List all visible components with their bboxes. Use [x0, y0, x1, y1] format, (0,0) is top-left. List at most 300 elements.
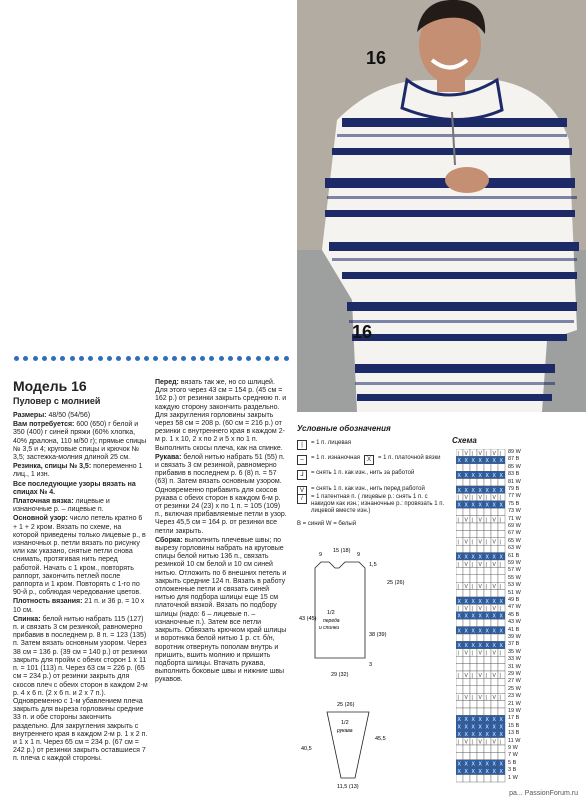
chart-symbol: X [471, 628, 475, 635]
instructions-column-2 [155, 379, 288, 686]
row-number: 81 [508, 478, 515, 485]
row-color: W [515, 708, 521, 714]
chart-cell [463, 464, 470, 471]
chart-symbol: X [499, 473, 503, 479]
chart-row-label [508, 760, 516, 766]
chart-symbol: X [492, 473, 496, 479]
legend-symbol-icon: / [297, 494, 307, 504]
chart-cell [477, 745, 484, 752]
chart-cell [477, 701, 484, 708]
legend-title: Условные обозначения [297, 424, 391, 433]
chart-cell [484, 479, 491, 486]
row-number: 9 [508, 745, 512, 751]
chart-cell [491, 464, 498, 471]
dot [144, 356, 149, 361]
chart-row-label [508, 775, 518, 781]
chart-symbol: X [457, 598, 461, 605]
chart-row-label [508, 582, 521, 588]
dot [209, 356, 214, 361]
row-number: 75 [508, 500, 515, 507]
chart-cell [484, 619, 491, 626]
chart-symbol: X [471, 761, 475, 768]
chart-row-label [508, 479, 521, 485]
chart-symbol: X [478, 732, 482, 738]
chart-cell [498, 745, 505, 752]
chart-symbol: X [478, 598, 482, 605]
model-number-mid: 16 [352, 322, 373, 342]
row-number: 41 [508, 626, 515, 633]
chart-symbol: | [471, 495, 473, 502]
decorative-dots [14, 356, 289, 361]
chart-cell [498, 545, 505, 552]
front-back-label-2: переда [323, 618, 340, 624]
chart-symbol: X [471, 502, 475, 509]
row-number: 11 [508, 737, 514, 744]
legend-text: = снять 1 п. как изн., нить перед работой [311, 486, 425, 492]
chart-row [456, 715, 505, 723]
dot [181, 356, 186, 361]
chart-row [456, 553, 505, 561]
chart-cell [470, 701, 477, 708]
row-number: 79 [508, 486, 515, 492]
chart-row-label [508, 501, 519, 507]
chart-row-label [508, 738, 520, 744]
chart-cell [463, 745, 470, 752]
chart-symbol: X [478, 458, 482, 465]
chart-symbol: | [471, 517, 473, 524]
chart-row-label [508, 590, 521, 596]
dim-top-a: 9 [319, 552, 323, 558]
chart-cell [491, 686, 498, 693]
sweater-photo [297, 0, 586, 412]
chart-symbol: X [478, 473, 482, 479]
chart-symbol: X [492, 554, 496, 561]
row-number: 69 [508, 523, 515, 529]
instruction-paragraph [13, 463, 148, 479]
chart-cell [463, 530, 470, 537]
chart-symbol: X [492, 458, 496, 465]
chart-symbol: V [478, 539, 482, 546]
chart-row-label [508, 745, 518, 751]
chart-symbol: X [471, 554, 475, 561]
chart-cell [470, 464, 477, 471]
chart-symbol: X [492, 502, 496, 509]
chart-row [456, 449, 505, 457]
row-color: W [512, 745, 518, 751]
row-number: 29 [508, 671, 515, 677]
chart-row [456, 590, 505, 597]
chart-cell [491, 567, 498, 574]
instruction-paragraph [155, 454, 288, 536]
dot [153, 356, 158, 361]
row-number: 31 [508, 663, 515, 670]
chart-symbol: X [485, 628, 489, 635]
chart-cell [491, 479, 498, 486]
chart-cell [477, 590, 484, 597]
chart-row [456, 686, 505, 693]
chart-symbol: | [457, 539, 459, 546]
chart-cell [498, 634, 505, 641]
legend-item [297, 494, 447, 515]
chart-symbol: X [471, 732, 475, 738]
chart-row-label [508, 715, 519, 721]
chart-symbol: X [457, 769, 461, 775]
chart-symbol: X [485, 598, 489, 605]
chart-grid [456, 449, 506, 783]
chart-row [456, 678, 505, 685]
chart-symbol: X [492, 487, 496, 494]
chart-symbol: X [492, 628, 496, 635]
chart-symbol: | [499, 517, 501, 524]
dot [98, 356, 103, 361]
chart-cell [463, 752, 470, 759]
chart-symbol: X [464, 613, 468, 620]
chart-symbol: | [457, 672, 459, 679]
row-number: 51 [508, 589, 515, 596]
chart-row [456, 738, 505, 746]
dot [42, 356, 47, 361]
chart-symbol: X [464, 502, 468, 509]
chart-symbol: V [464, 561, 468, 568]
chart-symbol: X [471, 769, 475, 775]
chart-symbol: X [464, 717, 468, 724]
chart-cell [470, 479, 477, 486]
chart-cell [491, 634, 498, 641]
chart-cell [456, 590, 463, 597]
front-back-shape [315, 562, 365, 658]
chart-cell [456, 545, 463, 552]
chart-cell [477, 508, 484, 515]
chart-row-label [508, 508, 521, 514]
paragraph-text: вязать так же, но со шлицей. Для этого через 43 см = 154 р. (45 см = 162 р.) от резинки закрыть среднюю п. и каждую сторону закончить раздельно. Для закругления горловины закрыть через 58 см = 208 р. (60 см = 216 р.) от резинки с внутреннего края в каждом 2-м р. 1 х 10, 2 х по 2 и 5 х по 1 п. Выполнить скосы плеча, как на спинке. [155, 379, 287, 452]
row-color: W [512, 774, 518, 781]
instruction-paragraph [13, 421, 148, 462]
paragraph-heading: Вам потребуется: [13, 421, 75, 429]
chart-cell [456, 567, 463, 574]
row-number: 25 [508, 685, 515, 692]
chart-cell [463, 701, 470, 708]
row-color: W [515, 582, 521, 589]
dot [107, 356, 112, 361]
row-color: B [515, 500, 520, 507]
row-color: B [515, 597, 520, 603]
dot [88, 356, 93, 361]
row-number: 85 [508, 463, 515, 470]
chart-symbol: | [471, 650, 473, 657]
dim-width: 29 (32) [331, 672, 349, 678]
chart-cell [498, 664, 505, 671]
chart-cell [470, 664, 477, 671]
chart-cell [456, 686, 463, 693]
chart-symbol: V [478, 739, 482, 746]
chart-symbol: X [499, 761, 503, 768]
chart-symbol: | [471, 672, 473, 679]
chart-row-label [508, 752, 518, 758]
row-number: 1 [508, 774, 512, 781]
chart-row [456, 464, 505, 471]
row-number: 61 [508, 552, 515, 559]
chart-symbol: X [485, 554, 489, 561]
chart-symbol: X [464, 628, 468, 635]
chart-row-label [508, 604, 521, 610]
chart-cell [477, 664, 484, 671]
chart-cell [491, 523, 498, 530]
chart-symbol: | [499, 695, 501, 701]
row-color: W [515, 678, 521, 685]
chart-cell [484, 678, 491, 685]
dim-body: 43 (45) [299, 616, 317, 622]
chart-symbol: | [485, 495, 487, 502]
chart-cell [498, 464, 505, 471]
sleeve-label-1: 1/2 [341, 720, 349, 726]
dot [237, 356, 242, 361]
chart-cell [484, 590, 491, 597]
chart-symbol: X [492, 769, 496, 775]
chart-row [456, 530, 505, 537]
paragraph-text: число петель кратно 6 + 1 + 2 кром. Вязать по схеме, на которой приведены только лицевые р., в изнаночных р. петли вязать по рисунку или как указано, снятые петли снова снимать, протягивая нить перед работой. Начать с 1 кром., повторять раппорт, закончить петлей после раппорта и 1 кром. Повторять с 1-го по 90-й р., соблюдая чередование цветов. [13, 515, 146, 597]
row-number: 63 [508, 545, 515, 552]
row-number: 77 [508, 493, 515, 500]
chart-symbol: X [457, 717, 461, 724]
chart-cell [470, 708, 477, 715]
chart-row-label [508, 575, 521, 581]
chart-cell [491, 590, 498, 597]
chart-cell [477, 752, 484, 759]
dot [79, 356, 84, 361]
dot [60, 356, 65, 361]
chart-symbol: X [499, 717, 503, 724]
chart-symbol: V [464, 606, 468, 613]
paragraph-heading: Основной узор: [13, 515, 68, 523]
chart-cell [498, 701, 505, 708]
row-color: B [515, 471, 520, 478]
chart-cell [477, 634, 484, 641]
row-color: W [515, 663, 521, 670]
chart-cell [463, 656, 470, 663]
row-number: 71 [508, 515, 515, 522]
instruction-paragraph [13, 616, 148, 764]
chart-symbol: V [464, 495, 468, 502]
instruction-paragraph [13, 598, 148, 614]
paragraph-text: попеременно 1 лиц., 1 изн. [13, 463, 143, 479]
chart-cell [470, 567, 477, 574]
chart-cell [484, 745, 491, 752]
chart-cell [498, 619, 505, 626]
chart-symbol: V [492, 739, 496, 746]
chart-symbol: V [464, 539, 468, 546]
model-subtitle: Пуловер с молнией [13, 396, 101, 406]
paragraph-text: белой нитью набрать 51 (55) п. и связать 3 см резинкой, равномерно прибавив в последнем р. 6 (8) п. = 57 (63) п. Затем вязать основным узором. Одновременно прибавить для скосов рукава с обеих сторон в каждом 6-м р. от резинки 24 (23) х по 1 п. = 105 (109) п., включая прибавляемые петли в узор. Через 45,5 см = 164 р. от резинки все петли закрыть. [155, 453, 287, 535]
legend-item [297, 470, 437, 480]
chart-row-label [508, 664, 521, 670]
chart-symbol: | [471, 695, 473, 701]
chart-symbol: X [485, 613, 489, 620]
model-title: Модель 16 [13, 378, 87, 394]
row-color: W [515, 463, 521, 470]
chart-row-label [508, 545, 521, 551]
chart-symbol: X [464, 458, 468, 465]
chart-symbol: | [485, 672, 487, 679]
chart-row [456, 567, 505, 574]
chart-symbol: X [457, 502, 461, 509]
chart-symbol: V [478, 650, 482, 657]
chart-cell [498, 775, 505, 782]
chart-symbol: X [471, 487, 475, 494]
instruction-paragraph [155, 537, 288, 685]
chart-row [456, 486, 505, 494]
chart-symbol: X [492, 598, 496, 605]
paragraph-heading: Резинка, спицы № 3,5: [13, 463, 92, 471]
chart-symbol: | [457, 517, 459, 524]
chart-cell [484, 686, 491, 693]
row-color: W [515, 700, 521, 707]
chart-symbol: | [457, 495, 459, 502]
chart-cell [484, 634, 491, 641]
chart-symbol: X [478, 717, 482, 724]
chart-symbol: X [485, 717, 489, 724]
dot [219, 356, 224, 361]
chart-symbol: X [457, 554, 461, 561]
row-number: 13 [508, 730, 515, 737]
chart-cell [491, 678, 498, 685]
chart-cell [477, 530, 484, 537]
row-number: 67 [508, 530, 515, 537]
chart-row-label [508, 471, 519, 477]
chart-row-label [508, 693, 521, 699]
chart-symbol: | [471, 561, 473, 568]
dot [116, 356, 121, 361]
chart-cell [484, 464, 491, 471]
row-number: 7 [508, 752, 512, 759]
chart-symbol: X [485, 502, 489, 509]
row-number: 65 [508, 537, 515, 544]
row-color: W [515, 604, 521, 611]
chart-symbol: X [499, 643, 503, 650]
chart-cell [484, 656, 491, 663]
paragraph-heading: Размеры: [13, 412, 47, 419]
chart-row-label [508, 456, 519, 462]
chart-row [456, 501, 505, 509]
chart-cell [477, 545, 484, 552]
chart-symbol: | [457, 584, 459, 590]
paragraph-heading: Плотность вязания: [13, 598, 83, 606]
chart-symbol: X [471, 643, 475, 650]
chart-symbol: | [457, 450, 459, 457]
chart-cell [456, 752, 463, 759]
footer-credit: pa... PassionForum.ru [509, 790, 578, 797]
knitting-chart [456, 449, 506, 788]
chart-symbol: X [485, 769, 489, 775]
chart-symbol: X [471, 724, 475, 731]
chart-cell [491, 708, 498, 715]
chart-cell [477, 708, 484, 715]
chart-cell [470, 530, 477, 537]
row-color: B [515, 611, 520, 618]
photo-illustration [297, 0, 586, 412]
chart-cell [484, 775, 491, 782]
legend-item [297, 521, 437, 528]
chart-cell [470, 686, 477, 693]
row-number: 21 [508, 700, 515, 707]
row-color: B [515, 456, 520, 463]
chart-cell [456, 575, 463, 582]
chart-cell [498, 530, 505, 537]
chart-symbol: V [492, 584, 496, 590]
chart-symbol: | [485, 650, 487, 657]
chart-symbol: X [485, 487, 489, 494]
row-color: W [515, 567, 521, 574]
legend-text: = снять 1 п. как изн., нить за работой [311, 470, 415, 476]
chart-row [456, 508, 505, 515]
paragraph-text: лицевые и изнаночные р. – лицевые п. [13, 498, 110, 514]
chart-row [456, 752, 505, 759]
chart-cell [456, 745, 463, 752]
chart-symbol: X [457, 724, 461, 731]
chart-symbol: X [464, 473, 468, 479]
chart-symbol: X [471, 598, 475, 605]
chart-symbol: V [478, 695, 482, 701]
chart-symbol: | [471, 450, 473, 457]
chart-symbol: V [478, 606, 482, 613]
row-color: W [515, 523, 521, 529]
chart-symbol: | [499, 584, 501, 590]
chart-symbol: X [457, 473, 461, 479]
chart-cell [456, 479, 463, 486]
chart-symbol: V [492, 606, 496, 613]
dot [284, 356, 289, 361]
chart-symbol: X [457, 643, 461, 650]
chart-symbol: V [492, 695, 496, 701]
chart-cell [484, 575, 491, 582]
chart-cell [470, 575, 477, 582]
chart-cell [491, 775, 498, 782]
legend-text: = 1 п. изнаночная [311, 455, 361, 461]
paragraph-text: 600 (650) г белой и 350 (400) г синей пряжи (60% хлопка, 40% дралона, 110 м/50 г); прямые спицы № 3,5 и 4; круговые спицы и крючок № 3,5; застежка-молния длиной 25 см. [13, 421, 147, 462]
legend-item [297, 440, 437, 450]
chart-row-label [508, 723, 519, 729]
chart-symbol: | [485, 539, 487, 546]
row-color: W [515, 737, 521, 744]
chart-symbol: V [478, 495, 482, 502]
chart-cell [470, 634, 477, 641]
chart-symbol: X [457, 613, 461, 620]
chart-symbol: V [492, 561, 496, 568]
paragraph-text: 48/50 (54/56) [46, 412, 91, 419]
row-number: 37 [508, 641, 515, 648]
chart-row-label [508, 567, 521, 573]
legend-text: B = синий W = белый [297, 521, 357, 527]
chart-symbol: | [485, 606, 487, 613]
legend-text: = 1 п. платочной вязки [378, 455, 441, 461]
chart-symbol: X [478, 643, 482, 650]
row-color: W [515, 545, 521, 552]
chart-symbol: | [499, 450, 501, 457]
dot [70, 356, 75, 361]
chart-symbol: X [471, 473, 475, 479]
chart-cell [470, 752, 477, 759]
chart-row-label [508, 671, 521, 677]
chart-cell [463, 619, 470, 626]
chart-cell [463, 567, 470, 574]
row-color: B [515, 626, 520, 633]
chart-symbol: V [464, 695, 468, 701]
chart-row [456, 641, 505, 649]
chart-row-label [508, 656, 521, 662]
chart-row-label [508, 767, 516, 773]
dot [256, 356, 261, 361]
chart-row [456, 523, 505, 530]
chart-row-label [508, 678, 521, 684]
